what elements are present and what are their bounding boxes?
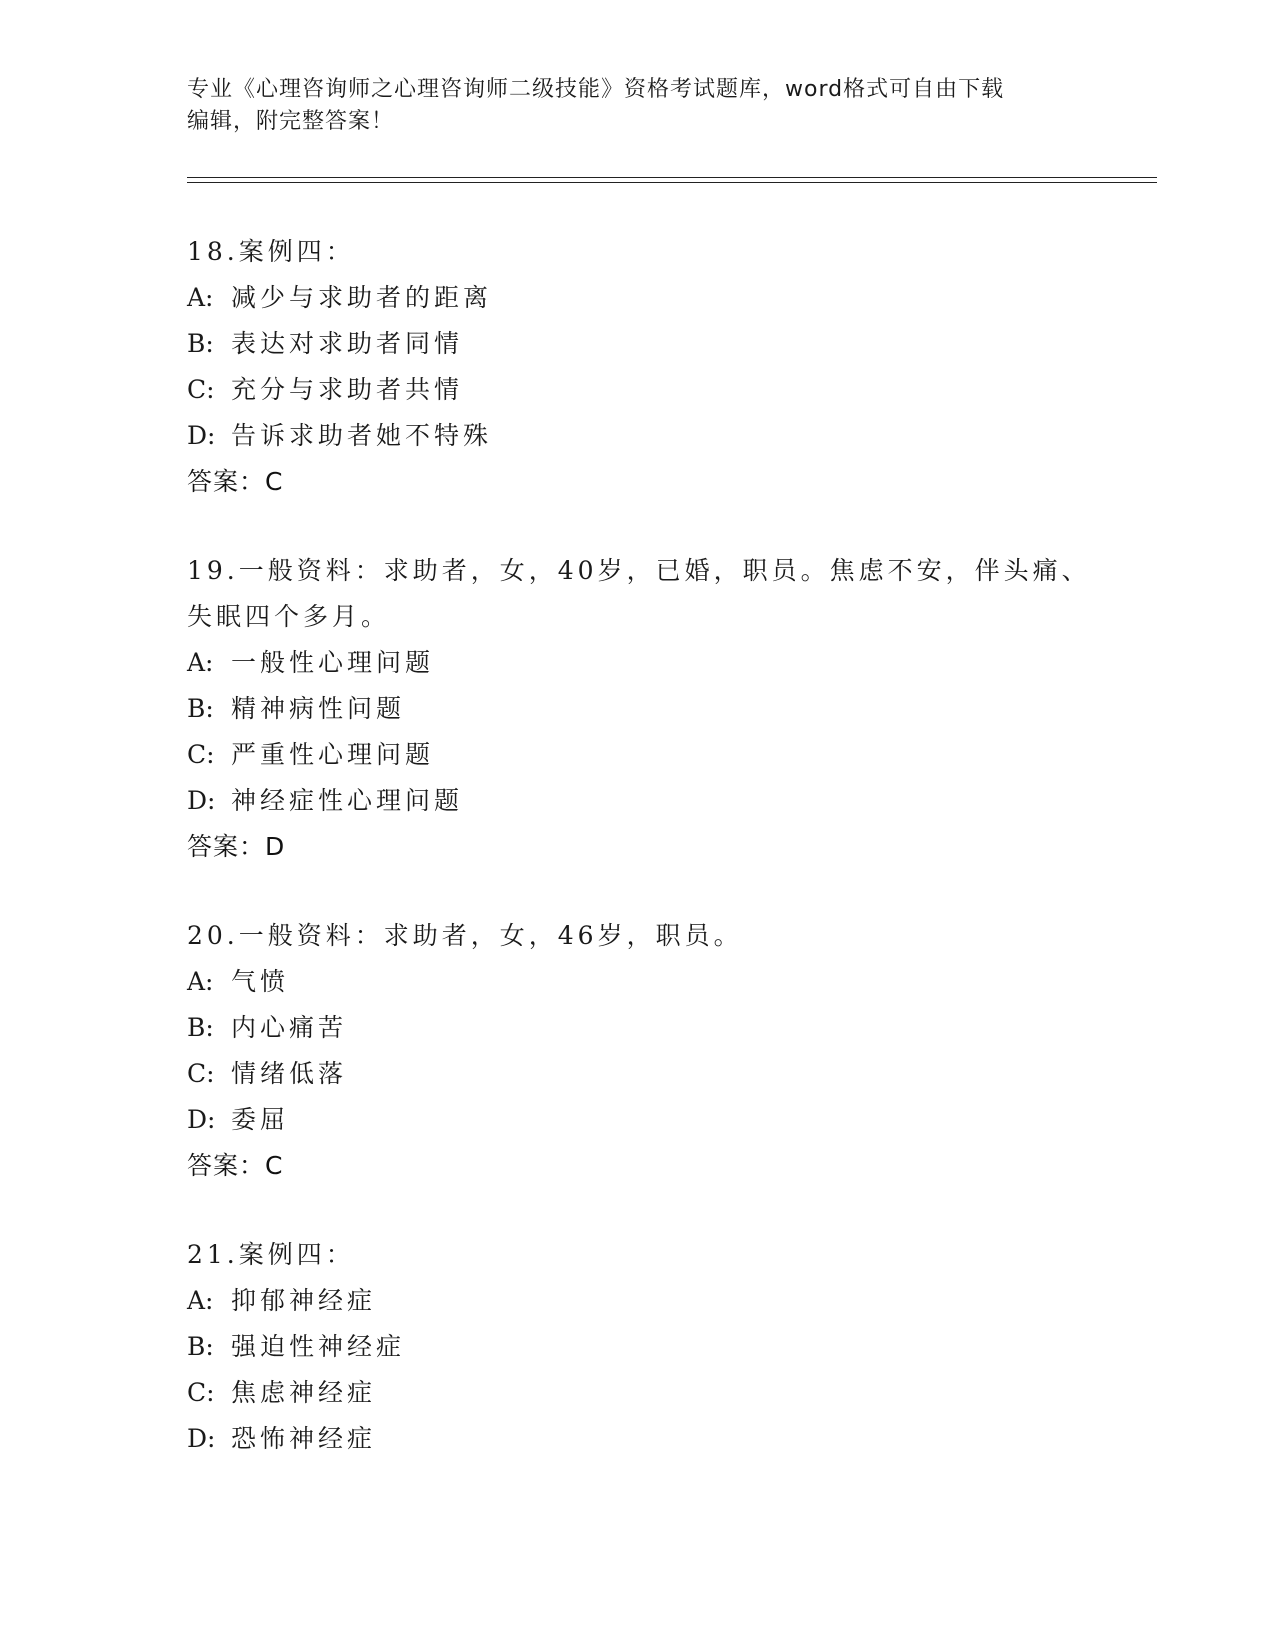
option-text: 抑郁神经症 — [231, 1286, 377, 1315]
option-letter: D: — [187, 1105, 216, 1134]
option-letter: A: — [187, 283, 214, 312]
option-a — [187, 275, 1087, 321]
answer-line: 答案：D — [187, 832, 286, 861]
header-line-2: 编辑，附完整答案！ — [187, 109, 395, 134]
option-letter: C: — [187, 1059, 215, 1088]
option-c — [187, 367, 1087, 413]
question-19 — [187, 548, 1091, 870]
header-divider-bottom — [187, 182, 1157, 183]
option-text: 内心痛苦 — [231, 1013, 348, 1042]
answer-line: 答案：C — [187, 467, 284, 496]
option-b — [187, 686, 1087, 732]
option-text: 充分与求助者共情 — [231, 375, 464, 404]
option-b — [187, 1324, 1087, 1370]
option-c — [187, 1051, 1087, 1097]
option-letter: B: — [187, 1332, 214, 1361]
option-text: 委屈 — [231, 1105, 290, 1134]
header-divider-top — [187, 177, 1157, 178]
option-text: 减少与求助者的距离 — [231, 283, 493, 312]
option-letter: B: — [187, 694, 214, 723]
option-letter: B: — [187, 329, 214, 358]
option-letter: D: — [187, 1424, 216, 1453]
option-text: 气愤 — [231, 967, 290, 996]
option-text: 严重性心理问题 — [231, 740, 435, 769]
option-d — [187, 1097, 1087, 1143]
option-c — [187, 732, 1087, 778]
option-letter: A: — [187, 648, 214, 677]
option-b — [187, 321, 1087, 367]
option-letter: A: — [187, 967, 214, 996]
option-a — [187, 640, 1087, 686]
option-d — [187, 778, 1087, 824]
answer-line: 答案：C — [187, 1151, 284, 1180]
question-21 — [187, 1232, 1087, 1462]
header-line-1: 专业《心理咨询师之心理咨询师二级技能》资格考试题库，word格式可自由下载 — [187, 77, 1005, 102]
question-stem: 19.一般资料：求助者，女，40岁，已婚，职员。焦虑不安，伴头痛、 — [187, 556, 1091, 585]
option-text: 情绪低落 — [231, 1059, 348, 1088]
option-letter: B: — [187, 1013, 214, 1042]
option-a — [187, 959, 1087, 1005]
question-18 — [187, 229, 1087, 505]
option-b — [187, 1005, 1087, 1051]
option-text: 强迫性神经症 — [231, 1332, 406, 1361]
question-stem-continued: 失眠四个多月。 — [187, 602, 391, 631]
option-letter: D: — [187, 786, 216, 815]
option-text: 恐怖神经症 — [231, 1424, 377, 1453]
option-text: 精神病性问题 — [231, 694, 406, 723]
option-letter: A: — [187, 1286, 214, 1315]
option-letter: D: — [187, 421, 216, 450]
option-d — [187, 413, 1087, 459]
question-stem: 20.一般资料：求助者，女，46岁，职员。 — [187, 921, 743, 950]
option-text: 告诉求助者她不特殊 — [231, 421, 493, 450]
option-letter: C: — [187, 740, 215, 769]
option-text: 焦虑神经症 — [231, 1378, 377, 1407]
option-d — [187, 1416, 1087, 1462]
option-c — [187, 1370, 1087, 1416]
option-text: 表达对求助者同情 — [231, 329, 464, 358]
option-a — [187, 1278, 1087, 1324]
option-letter: C: — [187, 375, 215, 404]
option-letter: C: — [187, 1378, 215, 1407]
option-text: 一般性心理问题 — [231, 648, 435, 677]
question-stem: 18.案例四： — [187, 237, 355, 266]
question-stem: 21.案例四： — [187, 1240, 355, 1269]
document-header — [187, 74, 1087, 138]
option-text: 神经症性心理问题 — [231, 786, 464, 815]
question-20 — [187, 913, 1087, 1189]
